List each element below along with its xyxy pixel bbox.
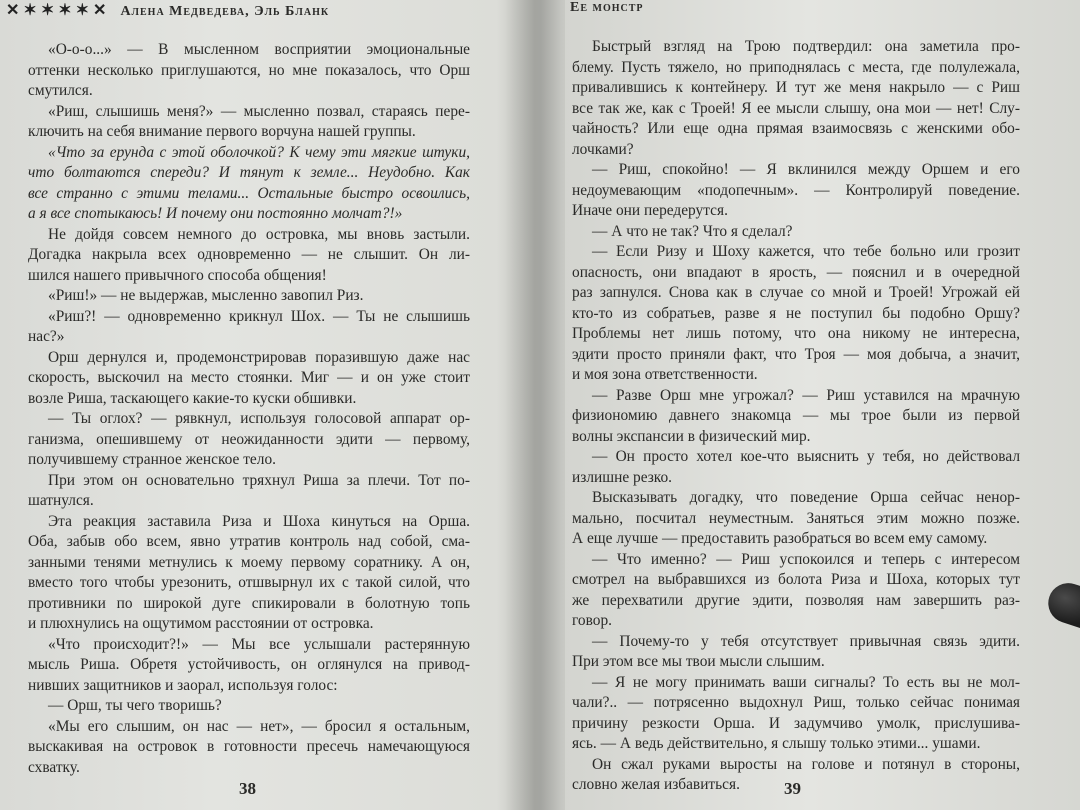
left-page-text	[28, 40, 470, 778]
text-line: Проблемы нет лишь потому, что она никому не интересна,	[572, 325, 1020, 342]
text-line: шатнулся.	[28, 492, 94, 509]
text-line: смутился.	[28, 82, 93, 99]
text-line: «Мы его слышим, он нас — нет», — бросил я остальным,	[48, 717, 470, 735]
left-page	[0, 0, 530, 810]
text-line: а я все спотыкаюсь! И почему они постоянно молчат?!»	[28, 205, 403, 222]
text-line: говор.	[572, 612, 613, 629]
text-line: мысль Риша. Обретя устойчивость, он оглянулся на привод-	[28, 656, 470, 673]
right-page	[540, 0, 1080, 810]
right-page-text	[572, 37, 1020, 796]
text-line: — Он просто хотел кое-что выяснить у тебя, но действовал	[592, 448, 1020, 465]
text-line: же перехватили другие эдити, позволяя нам завершить раз-	[572, 591, 1020, 609]
text-line: занными тенями метнулись к моему первому соратнику. А он,	[28, 553, 470, 571]
text-line: — А что не так? Что я сделал?	[592, 222, 793, 240]
text-line: вместо того чтобы урезонить, отшвырнул их с такой силой, что	[28, 574, 470, 591]
text-line: «О-о-о...» — В мысленном восприятии эмоциональные	[48, 41, 470, 58]
running-head-title: Ее монстр	[570, 0, 644, 15]
text-line: «Что за ерунда с этой оболочкой? К чему эти мягкие штуки,	[48, 143, 470, 161]
text-line: и плюхнулись на ощутимом расстоянии от островка.	[28, 615, 374, 632]
text-line: раз запнулся. Снова как в случае со мной и Троей! Угрожай ей	[572, 284, 1020, 301]
page-number-right: 39	[784, 779, 801, 798]
text-line: привалившись к контейнеру. И тут же меня накрыло — с Риш	[572, 79, 1020, 96]
text-line: все странно с этими телами... Остальные быстро освоились,	[28, 184, 470, 202]
text-line: и моя зона ответственности.	[572, 366, 758, 383]
text-line: чали?.. — потрясенно выдохнул Риш, только сейчас понимая	[572, 694, 1020, 711]
text-line: мально, посчитал неуместным. Заняться этим можно позже.	[572, 509, 1020, 527]
text-line: Высказывать догадку, что поведение Орша сейчас ненор-	[592, 489, 1020, 506]
text-line: возле Риша, таскающего какие-то куски обшивки.	[28, 389, 357, 407]
text-line: Эта реакция заставила Риза и Шоха кинуться на Орша.	[48, 512, 470, 530]
text-line: получившему странное женское тело.	[28, 451, 276, 468]
text-line: нас?»	[28, 328, 65, 345]
text-line: — Если Ризу и Шоху кажется, что тебе больно или грозит	[592, 243, 1020, 260]
text-line: «Риш!» — не выдержав, мысленно завопил Риз.	[48, 287, 364, 304]
text-line: что болтаются спереди? И тянут к земле... Неудобно. Как	[28, 164, 470, 181]
text-line: — Ты оглох? — рявкнул, используя голосовой аппарат ор-	[48, 410, 470, 427]
text-line: А еще лучше — предоставить разобраться во всем ему самому.	[572, 530, 988, 547]
text-line: смотрел на выбравшихся из болота Риза и Шоха, которых тут	[572, 571, 1020, 588]
text-line: лочками?	[572, 140, 634, 158]
text-line: опасность, они впадают в ярость, — пояснил и в очередной	[572, 263, 1020, 281]
text-line: Оба, забыв обо всем, явно утратив контроль над собой, сма-	[28, 533, 470, 550]
text-line: нивших защитников и заорал, используя голос:	[28, 676, 338, 694]
text-line: выскакивая на островок в готовности пресечь намечающуюся	[28, 738, 470, 755]
text-line: эдити просто приняли факт, что Троя — моя добыча, а значит,	[572, 345, 1020, 363]
text-line: ганизма, опешившему от неожиданности эдити — первому,	[28, 430, 470, 448]
text-line: недоумевающим «подопечным». — Контролируй поведение.	[572, 181, 1020, 199]
text-line: Он сжал руками выросты на голове и потянул в стороны,	[592, 755, 1020, 773]
text-line: — Разве Орш мне угрожал? — Риш уставился на мрачную	[592, 386, 1020, 404]
running-head-right	[570, 0, 644, 20]
text-line: блему. Пусть тяжело, но приподнялась с места, где полулежала,	[572, 58, 1020, 76]
text-line: оттенки несколько приглушаются, но мне показалось, что Орш	[28, 61, 470, 79]
text-line: скорость, выскочил на место стоянки. Миг — и он уже стоит	[28, 369, 470, 386]
text-line: «Риш, слышишь меня?» — мысленно позвал, стараясь пере-	[48, 102, 470, 120]
ornament-stars-icon: ✕✶✶✶✶✕	[6, 2, 111, 19]
text-line: чайность? Или еще одна прямая взаимосвязь с женскими обо-	[572, 120, 1020, 137]
text-line: Быстрый взгляд на Трою подтвердил: она заметила про-	[592, 38, 1020, 55]
running-head-authors: Алена Медведева, Эль Бланк	[120, 4, 330, 19]
text-line: «Что происходит?!» — Мы все услышали растерянную	[48, 635, 470, 653]
page-number-left: 38	[239, 779, 256, 798]
text-line: схватку.	[28, 758, 80, 776]
text-line: противники по широкой дуге спикировали в болотную топь	[28, 594, 470, 612]
text-line: шился нашего привычного способа общения!	[28, 266, 327, 284]
text-line: При этом он основательно тряхнул Риша за плечи. Тот по-	[48, 471, 470, 489]
text-line: ясь. — А ведь действительно, я слышу только этими... ушами.	[572, 735, 981, 752]
text-line: причину резкости Орша. И задумчиво умолк, прислушива-	[572, 714, 1020, 732]
text-line: Догадка накрыла всех одновременно — не слышит. Он ли-	[28, 246, 470, 263]
text-line: физиономию давнего знакомца — мы трое были из первой	[572, 407, 1020, 424]
text-line: все так же, как с Троей! Я ее мысли слышу, она мои — нет! Слу-	[572, 99, 1020, 117]
text-line: Орш дернулся и, продемонстрировав поразившую даже нас	[48, 348, 470, 366]
binder-clip-icon	[1043, 578, 1080, 632]
text-line: волны экспансии в физический мир.	[572, 427, 811, 445]
text-line: «Риш?! — одновременно крикнул Шох. — Ты не слышишь	[48, 307, 470, 325]
text-line: — Что именно? — Риш успокоился и теперь с интересом	[592, 550, 1020, 568]
text-line: При этом все мы твои мысли слышим.	[572, 653, 825, 670]
text-line: кто-то из собратьев, разве я не поступил бы подобно Оршу?	[572, 304, 1020, 322]
text-line: — Почему-то у тебя отсутствует привычная связь эдити.	[592, 632, 1020, 650]
text-line: Иначе они передерутся.	[572, 202, 728, 219]
text-line: ключить на себя внимание первого ворчуна нашей группы.	[28, 123, 416, 140]
text-line: — Орш, ты чего творишь?	[48, 697, 222, 714]
running-head-left	[6, 0, 329, 20]
text-line: — Риш, спокойно! — Я вклинился между Оршем и его	[592, 161, 1020, 178]
text-line: словно желая избавиться.	[572, 776, 740, 793]
text-line: Не дойдя совсем немного до островка, мы вновь застыли.	[48, 225, 470, 243]
text-line: излишне резко.	[572, 468, 673, 486]
text-line: — Я не могу принимать ваши сигналы? То есть вы не мол-	[592, 673, 1020, 691]
